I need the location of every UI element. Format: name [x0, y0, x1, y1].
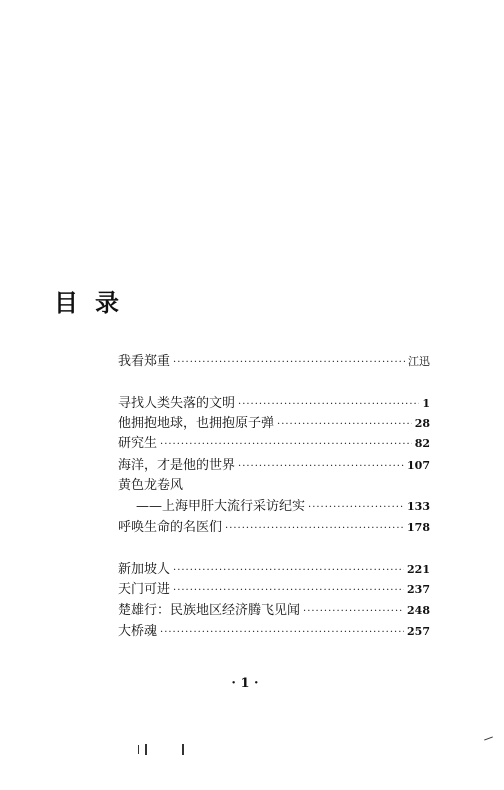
dot-leader — [173, 561, 404, 581]
toc-entry-title: 天门可进 — [118, 582, 171, 597]
toc-entry[interactable] — [118, 434, 430, 454]
toc-entry-page: 82 — [414, 437, 430, 450]
dot-leader — [277, 415, 412, 435]
toc-entry-page: 107 — [407, 459, 430, 472]
toc-entry[interactable] — [118, 394, 430, 414]
scan-mark — [484, 736, 493, 740]
toc-entry-title: 新加坡人 — [118, 562, 171, 577]
scan-mark — [182, 744, 184, 755]
toc-entry[interactable] — [118, 456, 430, 476]
toc-entry-page: 1 — [422, 397, 430, 410]
toc-entry-title: 研究生 — [118, 436, 158, 451]
toc-entry-page: 248 — [407, 604, 430, 617]
dot-leader — [225, 519, 404, 539]
toc-entry-subtitle[interactable] — [118, 497, 430, 517]
toc-entry[interactable] — [118, 560, 430, 580]
toc-entry-page: 237 — [407, 583, 430, 596]
toc-entry[interactable] — [118, 601, 430, 621]
page-number: · 1 · — [231, 676, 259, 691]
toc-entry-subtitle-text: ——上海甲肝大流行采访纪实 — [136, 499, 306, 514]
toc-entry-page: 178 — [407, 521, 430, 534]
toc-entry-preface[interactable] — [118, 352, 430, 372]
dot-leader — [308, 498, 404, 518]
dot-leader — [160, 623, 404, 643]
toc-entry-heading[interactable] — [118, 476, 430, 496]
toc-entry-title: 他拥抱地球，也拥抱原子弹 — [118, 416, 275, 431]
page-title — [54, 283, 119, 318]
toc-entry-title: 黄色龙卷风 — [118, 478, 184, 493]
toc-entry-title: 大桥魂 — [118, 624, 158, 639]
toc-entry-title: 楚雄行：民族地区经济腾飞见闻 — [118, 603, 301, 618]
title-char-1: 目 — [54, 289, 78, 317]
toc-entry[interactable] — [118, 622, 430, 642]
toc-entry-page: 257 — [407, 625, 430, 638]
toc-entry-page: 221 — [407, 563, 430, 576]
toc-entry[interactable] — [118, 414, 430, 434]
scan-mark — [138, 745, 139, 754]
toc-entry-title: 寻找人类失落的文明 — [118, 396, 236, 411]
toc-entry-page: 133 — [407, 500, 430, 513]
dot-leader — [160, 435, 412, 455]
dot-leader — [238, 395, 419, 415]
toc-entry-author: 江迅 — [408, 355, 430, 368]
toc-entry-title: 海洋，才是他的世界 — [118, 458, 236, 473]
title-char-2: 录 — [95, 289, 119, 317]
toc-entry[interactable] — [118, 518, 430, 538]
toc-entry-title: 呼唤生命的名医们 — [118, 520, 223, 535]
dot-leader — [303, 602, 404, 622]
toc-entry[interactable] — [118, 580, 430, 600]
dot-leader — [238, 457, 404, 477]
dot-leader — [173, 581, 404, 601]
toc-entry-page: 28 — [414, 417, 430, 430]
dot-leader — [173, 353, 405, 373]
toc-entry-title: 我看郑重 — [118, 354, 171, 369]
scan-mark — [145, 744, 147, 755]
